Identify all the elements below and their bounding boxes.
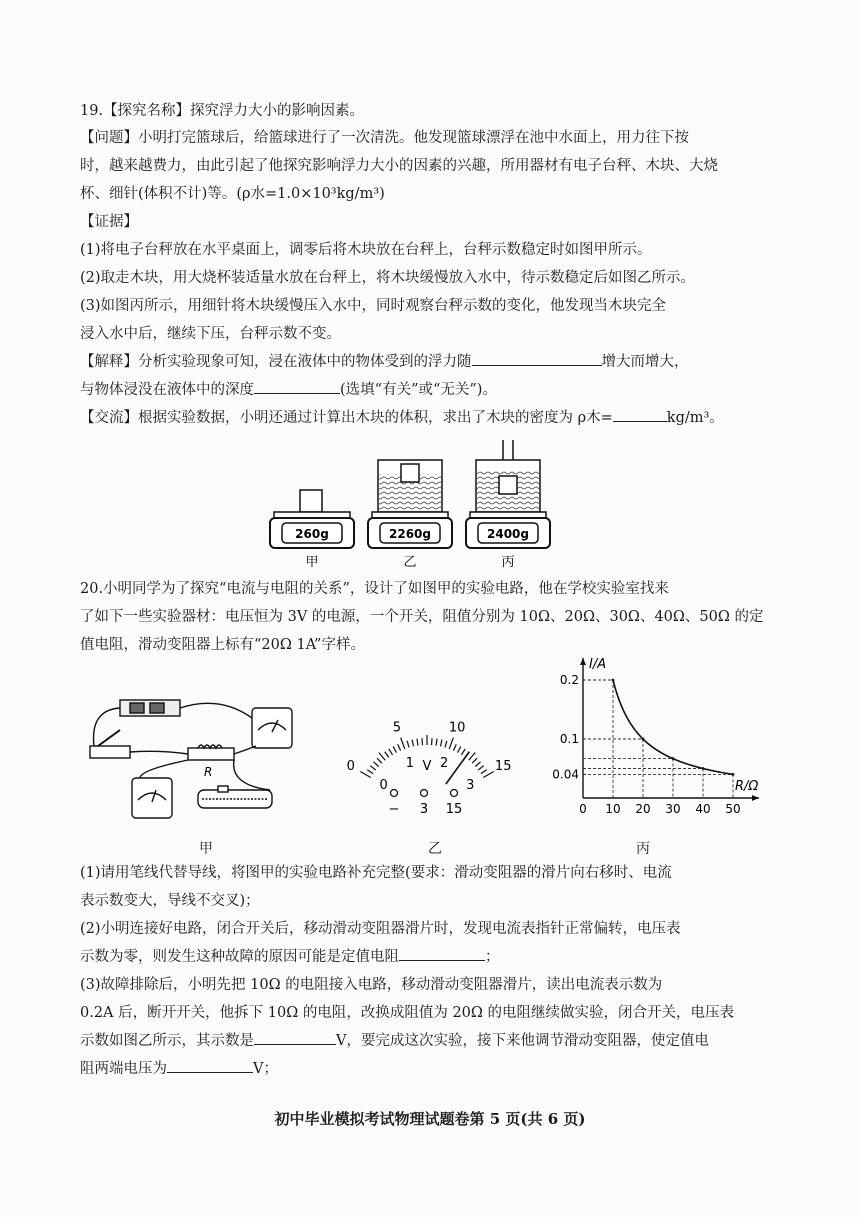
dial-tick bbox=[475, 762, 480, 767]
q19-explain-text-a: 【解释】分析实验现象可知，浸在液体中的物体受到的浮力随 bbox=[80, 354, 472, 370]
answer-blank-voltage-reading[interactable] bbox=[254, 1030, 336, 1045]
dial-tick bbox=[389, 749, 393, 755]
q19-exchange-text-b: kg/m³。 bbox=[666, 410, 724, 426]
q20-intro-line3: 值电阻，滑动变阻器上标有“20Ω 1A”字样。 bbox=[80, 637, 365, 653]
fig-label-voltmeter: 乙 bbox=[428, 841, 442, 857]
q20-sub3-text-c: 阻两端电压为 bbox=[80, 1061, 167, 1077]
scale-jia bbox=[270, 490, 354, 548]
q20-sub2-text-b: ； bbox=[485, 949, 500, 965]
q20-sub2-text-a: 示数为零，则发生这种故障的原因可能是定值电阻 bbox=[80, 949, 399, 965]
fig-label-chart: 丙 bbox=[636, 841, 650, 857]
fig-label-yi: 乙 bbox=[403, 555, 417, 570]
fig-label-circuit: 甲 bbox=[199, 841, 213, 857]
dial-tick bbox=[472, 758, 477, 763]
scale-reading-yi: 2260g bbox=[389, 527, 431, 541]
wood-block bbox=[401, 464, 419, 482]
dial-lower-tick-label: 2 bbox=[439, 756, 449, 772]
q20-sub2-line1: (2)小明连接好电路，闭合开关后，移动滑动变阻器滑片时，发现电流表指针正常偏转，电压表 bbox=[80, 921, 681, 937]
q20-intro-line1: 20.小明同学为了探究“电流与电阻的关系”，设计了如图甲的实验电路，他在学校实验室找来 bbox=[80, 581, 669, 597]
data-point bbox=[732, 773, 735, 776]
dial-tick bbox=[370, 766, 376, 770]
q20-sub1-line1: (1)请用笔线代替导线，将图甲的实验电路补充完整(要求：滑动变阻器的滑片向右移时、电流 bbox=[80, 865, 672, 881]
dial-tick bbox=[478, 766, 484, 770]
y-axis-label: I/A bbox=[589, 657, 607, 672]
resistor-label: R bbox=[204, 765, 213, 779]
page-footer: 初中毕业模拟考试物理试题卷第 5 页(共 6 页) bbox=[274, 1110, 586, 1128]
fixed-resistor bbox=[188, 748, 234, 760]
voltmeter-unit: V bbox=[422, 759, 432, 774]
answer-blank-explain-1[interactable] bbox=[472, 351, 602, 366]
q19-explain-line1 bbox=[80, 351, 780, 373]
q19-exchange-text-a: 【交流】根据实验数据，小明还通过计算出木块的体积，求出了木块的密度为 ρ木= bbox=[80, 410, 613, 426]
x-tick-label: 20 bbox=[635, 802, 651, 816]
y-tick-label: 0.1 bbox=[559, 732, 579, 746]
q19-title: 19.【探究名称】探究浮力大小的影响因素。 bbox=[80, 103, 365, 119]
dial-tick bbox=[441, 740, 442, 747]
wood-block bbox=[499, 476, 517, 494]
dial-upper-tick-label: 0 bbox=[346, 759, 355, 774]
terminal-negative bbox=[391, 790, 398, 797]
q19-question-line3: 杯、细针(体积不计)等。(ρ水=1.0×10³kg/m³) bbox=[80, 186, 385, 202]
terminal-label-negative: − bbox=[388, 802, 400, 817]
wood-block bbox=[300, 490, 322, 512]
y-tick-label: 0.2 bbox=[559, 673, 579, 687]
dial-tick bbox=[483, 772, 493, 778]
dial-tick bbox=[445, 741, 447, 748]
terminal-15v bbox=[451, 790, 458, 797]
data-point bbox=[702, 767, 705, 770]
fig-label-bing: 丙 bbox=[501, 555, 515, 570]
dial-tick bbox=[461, 749, 465, 755]
x-axis-arrow bbox=[752, 795, 759, 801]
scale-reading-bing: 2400g bbox=[487, 527, 529, 541]
q19-step3-line2: 浸入水中后，继续下压，台秤示数不变。 bbox=[80, 326, 341, 342]
dial-tick bbox=[436, 739, 437, 746]
dial-tick bbox=[449, 738, 453, 749]
x-tick-label: 30 bbox=[665, 802, 681, 816]
ammeter bbox=[252, 708, 292, 748]
q19-step1: (1)将电子台秤放在水平桌面上，调零后将木块放在台秤上，台秤示数稳定时如图甲所示。 bbox=[80, 242, 652, 258]
data-point bbox=[612, 679, 615, 682]
y-axis-arrow bbox=[580, 658, 586, 665]
dial-tick bbox=[412, 740, 413, 747]
x-tick-label: 40 bbox=[695, 802, 711, 816]
dial-tick bbox=[393, 746, 396, 752]
scale-yi bbox=[368, 460, 452, 548]
q20-intro-line2: 了如下一些实验器材：电压恒为 3V 的电源，一个开关，阻值分别为 10Ω、20Ω、30Ω、40Ω、50Ω 的定 bbox=[80, 609, 764, 625]
q19-evidence-heading: 【证据】 bbox=[80, 214, 138, 230]
q19-explain-text-b: 增大而增大， bbox=[601, 354, 689, 370]
dial-tick bbox=[458, 746, 461, 752]
x-tick-label: 50 bbox=[725, 802, 741, 816]
q19-explain-text-c: 与物体浸没在液体中的深度 bbox=[80, 382, 254, 398]
dial-tick bbox=[398, 744, 401, 750]
voltmeter bbox=[132, 778, 172, 818]
dial-tick bbox=[379, 753, 385, 761]
q19-question-line1: 【问题】小明打完篮球后，给篮球进行了一次清洗。他发现篮球漂浮在池中水面上，用力往下按 bbox=[80, 130, 689, 146]
q20-sub3-text-a: 示数如图乙所示，其示数是 bbox=[80, 1033, 254, 1049]
q20-sub1-line2: 表示数变大，导线不交叉)； bbox=[80, 893, 260, 909]
terminals bbox=[391, 790, 458, 797]
dial-lower-tick-label: 0 bbox=[379, 778, 388, 793]
dial-tick bbox=[360, 772, 370, 778]
q19-exchange-line bbox=[80, 407, 780, 429]
dial-tick bbox=[407, 741, 409, 748]
scales-figure bbox=[262, 440, 582, 570]
dial-tick bbox=[385, 752, 389, 758]
answer-blank-fault[interactable] bbox=[399, 946, 485, 961]
data-point bbox=[642, 738, 645, 741]
dial-lower-tick-label: 1 bbox=[405, 756, 415, 772]
dial-tick bbox=[453, 744, 456, 750]
x-axis-label: R/Ω bbox=[735, 779, 759, 794]
terminal-label-3: 3 bbox=[419, 802, 429, 817]
dial-tick bbox=[367, 770, 373, 774]
q19-question-line2: 时，越来越费力，由此引起了他探究影响浮力大小的因素的兴趣，所用器材有电子台秤、木块、大烧 bbox=[80, 158, 718, 174]
scale-reading-jia: 260g bbox=[295, 527, 329, 541]
dial-tick bbox=[373, 762, 378, 767]
q20-sub3-line3 bbox=[80, 1030, 780, 1052]
x-tick-label: 0 bbox=[579, 802, 587, 816]
q20-sub3-text-b: V，要完成这次实验，接下来他调节滑动变阻器，使定值电 bbox=[336, 1033, 709, 1049]
dial-lower-tick-label: 3 bbox=[466, 778, 475, 793]
switch bbox=[90, 746, 130, 758]
q19-explain-line2 bbox=[80, 379, 780, 401]
dial-tick bbox=[417, 739, 418, 746]
scale-bing bbox=[466, 440, 550, 548]
q20-sub3-line1: (3)故障排除后，小明先把 10Ω 的电阻接入电路，移动滑动变阻器滑片，读出电流表示数为 bbox=[80, 977, 663, 993]
x-tick-label: 10 bbox=[605, 802, 621, 816]
q20-sub2-line2 bbox=[80, 946, 780, 968]
fig-label-jia: 甲 bbox=[305, 555, 319, 570]
q20-sub3-line4 bbox=[80, 1058, 780, 1080]
circuit-figure bbox=[80, 690, 310, 830]
terminal-label-15: 15 bbox=[445, 802, 463, 817]
answer-blank-density[interactable] bbox=[613, 407, 667, 422]
q19-explain-text-d: (选填“有关”或“无关”)。 bbox=[340, 382, 497, 398]
dial-upper-tick-label: 5 bbox=[392, 720, 402, 736]
dial-upper-tick-label: 15 bbox=[494, 759, 512, 774]
answer-blank-explain-2[interactable] bbox=[254, 379, 340, 394]
dial-tick bbox=[481, 770, 487, 774]
data-point bbox=[672, 757, 675, 760]
answer-blank-target-voltage[interactable] bbox=[167, 1058, 253, 1073]
current-resistance-chart bbox=[545, 648, 785, 824]
voltmeter-dial-figure bbox=[330, 690, 530, 820]
terminal-3v bbox=[421, 790, 428, 797]
q20-sub3-line2: 0.2A 后，断开开关，他拆下 10Ω 的电阻，改换成阻值为 20Ω 的电阻继续做实验，闭合开关，电压表 bbox=[80, 1005, 735, 1021]
dial-tick bbox=[469, 753, 475, 761]
y-tick-label: 0.04 bbox=[552, 767, 579, 782]
q20-sub3-text-d: V； bbox=[253, 1061, 278, 1077]
dial-upper-tick-label: 10 bbox=[448, 720, 466, 736]
q19-step3-line1: (3)如图丙所示，用细针将木块缓慢压入水中，同时观察台秤示数的变化，他发现当木块完全 bbox=[80, 298, 667, 314]
dial-tick bbox=[377, 758, 382, 763]
q19-step2: (2)取走木块，用大烧杯装适量水放在台秤上，将木块缓慢放入水中，待示数稳定后如图乙所示。 bbox=[80, 270, 696, 286]
dial-tick bbox=[401, 738, 405, 749]
